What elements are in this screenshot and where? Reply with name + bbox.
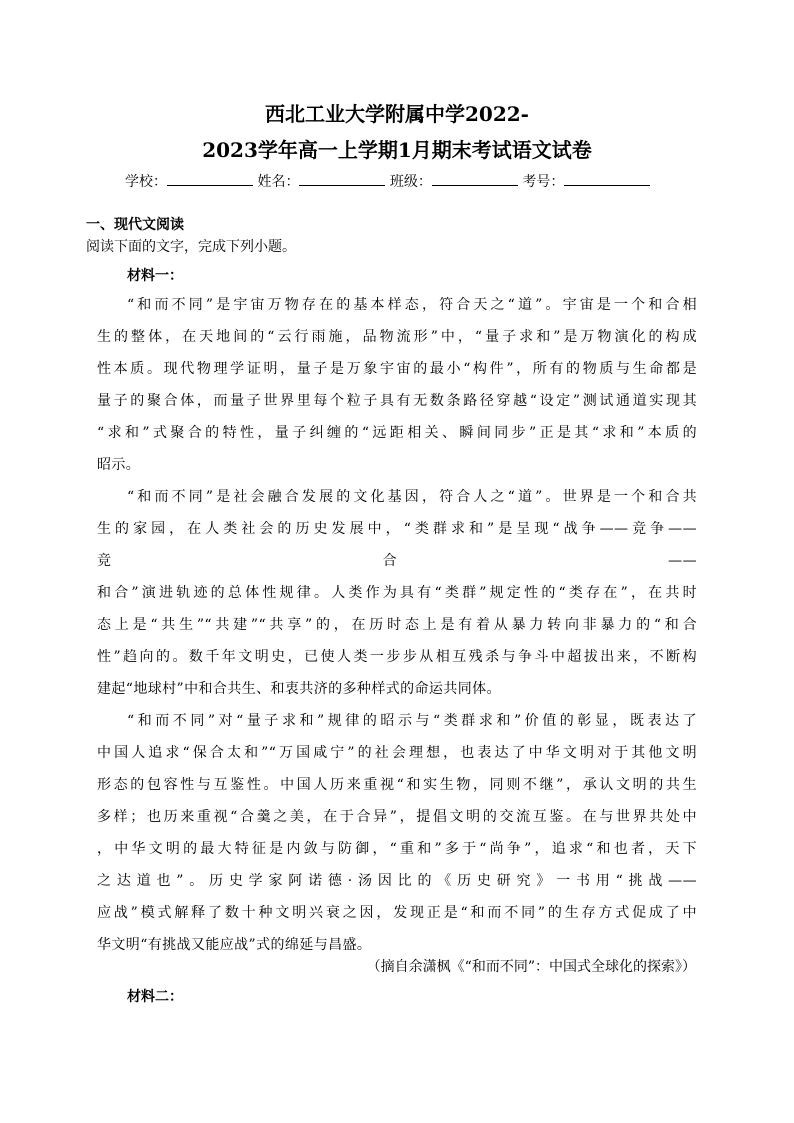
material1-line: 性”趋向的。数千年文明史，已使人类一步步从相互残杀与争斗中超拔出来，不断构 [97, 649, 697, 665]
name-label: 姓名： [257, 174, 300, 190]
page-title-line1: 西北工业大学附属中学2022- [265, 102, 529, 126]
page-title-line2: 2023学年高一上学期1月期末考试语文试卷 [202, 138, 592, 162]
student-info-row [125, 171, 685, 192]
class-label: 班级： [389, 174, 432, 190]
material1-line: “求和”式聚合的特性，量子纠缠的“远距相关、瞬间同步”正是其“求和”本质的 [97, 425, 697, 441]
school-blank[interactable] [167, 171, 253, 186]
material1-line: “和而不同”对“量子求和”规律的昭示与“类群求和”价值的彰显，既表达了 [127, 713, 697, 729]
material1-label: 材料一： [127, 268, 183, 284]
material1-line: 量子的聚合体，而量子世界里每个粒子具有无数条路径穿越“设定”测试通道实现其 [97, 393, 697, 409]
material1-line: 生的整体，在天地间的“云行雨施，品物流形”中，“量子求和”是万物演化的构成 [97, 329, 697, 345]
material1-line: 建起“地球村”中和合共生、和衷共济的多种样式的命运共同体。 [97, 681, 501, 697]
material1-line: ，中华文明的最大特征是内敛与防御，“重和”多于“尚争”，追求“和也者，天下 [97, 841, 697, 857]
material1-line: 多样；也历来重视“合羹之美，在于合异”，提倡文明的交流互鉴。在与世界共处中 [97, 809, 697, 825]
material1-line: 态上是“共生”“共建”“共享”的，在历时态上是有着从暴力转向非暴力的“和合 [97, 617, 697, 633]
material1-line: 中国人追求“保合太和”“万国咸宁”的社会理想，也表达了中华文明对于其他文明 [97, 745, 697, 761]
section-instruction: 阅读下面的文字，完成下列小题。 [86, 239, 296, 255]
name-blank[interactable] [299, 171, 385, 186]
material1-line: 和合”演进轨迹的总体性规律。人类作为具有“类群”规定性的“类存在”，在共时 [97, 585, 697, 601]
material1-line: 昭示。 [97, 457, 141, 473]
exam-number-label: 考号： [522, 174, 565, 190]
material1-source: （摘自余潇枫《“和而不同”：中国式全球化的探索》） [366, 959, 696, 975]
exam-number-blank[interactable] [564, 171, 650, 186]
material1-line: 之达道也”。历史学家阿诺德·汤因比的《历史研究》一书用“挑战—— [97, 873, 697, 889]
material1-line: 应战”模式解释了数十种文明兴衰之因，发现正是“和而不同”的生存方式促成了中 [97, 905, 697, 921]
material1-line: 形态的包容性与互鉴性。中国人历来重视“和实生物，同则不继”，承认文明的共生 [97, 777, 697, 793]
material1-line: 竞 合 —— [97, 553, 697, 569]
section-title: 一、现代文阅读 [86, 217, 184, 233]
material1-line: “和而不同”是宇宙万物存在的基本样态，符合天之“道”。宇宙是一个和合相 [127, 297, 697, 313]
school-label: 学校： [125, 174, 167, 190]
material2-label: 材料二： [127, 989, 183, 1005]
material1-line: 生的家园，在人类社会的历史发展中，“类群求和”是呈现“战争——竞争—— [97, 521, 697, 537]
material1-line: 性本质。现代物理学证明，量子是万象宇宙的最小“构件”，所有的物质与生命都是 [97, 361, 697, 377]
material1-line: 华文明“有挑战又能应战”式的绵延与昌盛。 [97, 937, 372, 953]
class-blank[interactable] [432, 171, 518, 186]
material1-line: “和而不同”是社会融合发展的文化基因，符合人之“道”。世界是一个和合共 [127, 489, 697, 505]
